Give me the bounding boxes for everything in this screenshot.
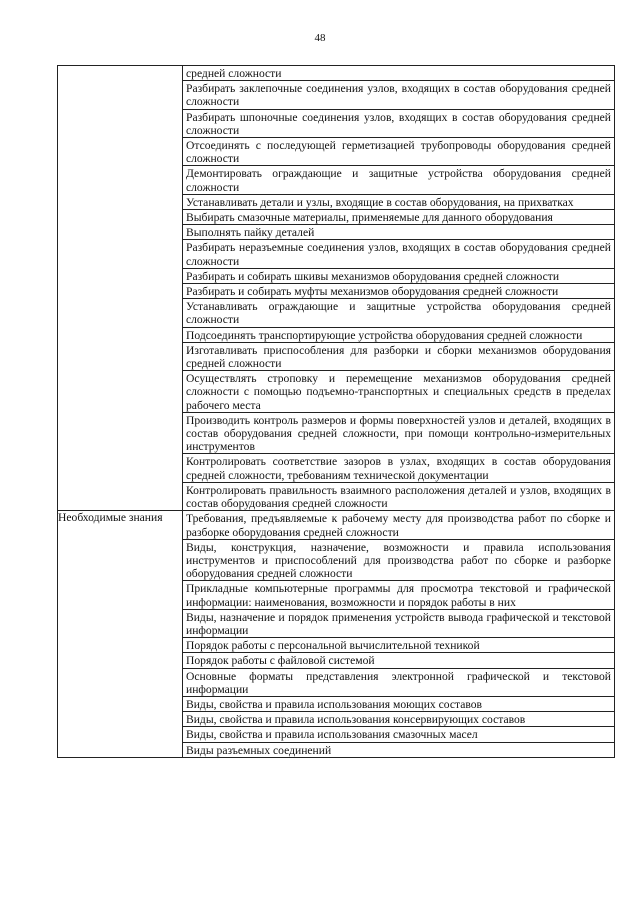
list-item: Изготавливать приспособления для разборки и сборки механизмов оборудования средней сложности	[183, 342, 614, 370]
list-item: Виды, свойства и правила использования моющих составов	[183, 696, 614, 711]
table-row	[58, 66, 615, 511]
section-items	[183, 511, 615, 757]
list-item: Виды, свойства и правила использования консервирующих составов	[183, 711, 614, 726]
list-item: Выполнять пайку деталей	[183, 224, 614, 239]
list-item: Разбирать и собирать шкивы механизмов оборудования средней сложности	[183, 268, 614, 283]
list-item: средней сложности	[186, 67, 282, 80]
list-item: Виды, назначение и порядок применения устройств вывода графической и текстовой информации	[183, 609, 614, 637]
list-item: Виды, конструкция, назначение, возможности и правила использования инструментов и приспособлений для производства работ по сборке и разборке оборудования средней сложности	[183, 539, 614, 581]
list-item: Основные форматы представления электронной графической и текстовой информации	[183, 668, 614, 696]
list-item: Виды разъемных соединений	[183, 742, 614, 757]
list-item: Прикладные компьютерные программы для просмотра текстовой и графической информации: наименования, возможности и порядок работы в них	[183, 580, 614, 608]
list-item: Разбирать заклепочные соединения узлов, входящих в состав оборудования средней сложности	[183, 80, 614, 108]
list-item: Отсоединять с последующей герметизацией трубопроводы оборудования средней сложности	[183, 137, 614, 165]
list-item: Порядок работы с персональной вычислительной техникой	[183, 637, 614, 652]
list-item: Устанавливать ограждающие и защитные устройства оборудования средней сложности	[183, 298, 614, 326]
page-number: 48	[314, 32, 326, 44]
list-item: Разбирать неразъемные соединения узлов, входящих в состав оборудования средней сложности	[183, 239, 614, 267]
list-item: Требования, предъявляемые к рабочему месту для производства работ по сборке и разборке оборудования средней сложности	[186, 512, 611, 539]
list-item: Разбирать и собирать муфты механизмов оборудования средней сложности	[183, 283, 614, 298]
section-items	[183, 66, 615, 511]
list-item: Производить контроль размеров и формы поверхностей узлов и деталей, входящих в состав оборудования средней сложности, при помощи контрольно-измерительных инструментов	[183, 412, 614, 454]
list-item: Подсоединять транспортирующие устройства оборудования средней сложности	[183, 327, 614, 342]
list-item: Порядок работы с файловой системой	[183, 652, 614, 667]
section-label	[58, 66, 183, 511]
list-item: Контролировать правильность взаимного расположения деталей и узлов, входящих в состав оборудования средней сложности	[183, 482, 614, 510]
list-item: Виды, свойства и правила использования смазочных масел	[183, 726, 614, 741]
list-item: Контролировать соответствие зазоров в узлах, входящих в состав оборудования средней сложности, требованиям технической документации	[183, 453, 614, 481]
list-item: Демонтировать ограждающие и защитные устройства оборудования средней сложности	[183, 165, 614, 193]
section-label: Необходимые знания	[58, 511, 183, 757]
table-body	[58, 66, 615, 758]
list-item: Устанавливать детали и узлы, входящие в состав оборудования, на прихватках	[183, 194, 614, 209]
list-item: Выбирать смазочные материалы, применяемые для данного оборудования	[183, 209, 614, 224]
list-item: Разбирать шпоночные соединения узлов, входящих в состав оборудования средней сложности	[183, 109, 614, 137]
list-item: Осуществлять строповку и перемещение механизмов оборудования средней сложности с помощью подъемно-транспортных и специальных средств в пределах рабочего места	[183, 370, 614, 412]
requirements-table	[57, 65, 615, 758]
table-row	[58, 511, 615, 757]
